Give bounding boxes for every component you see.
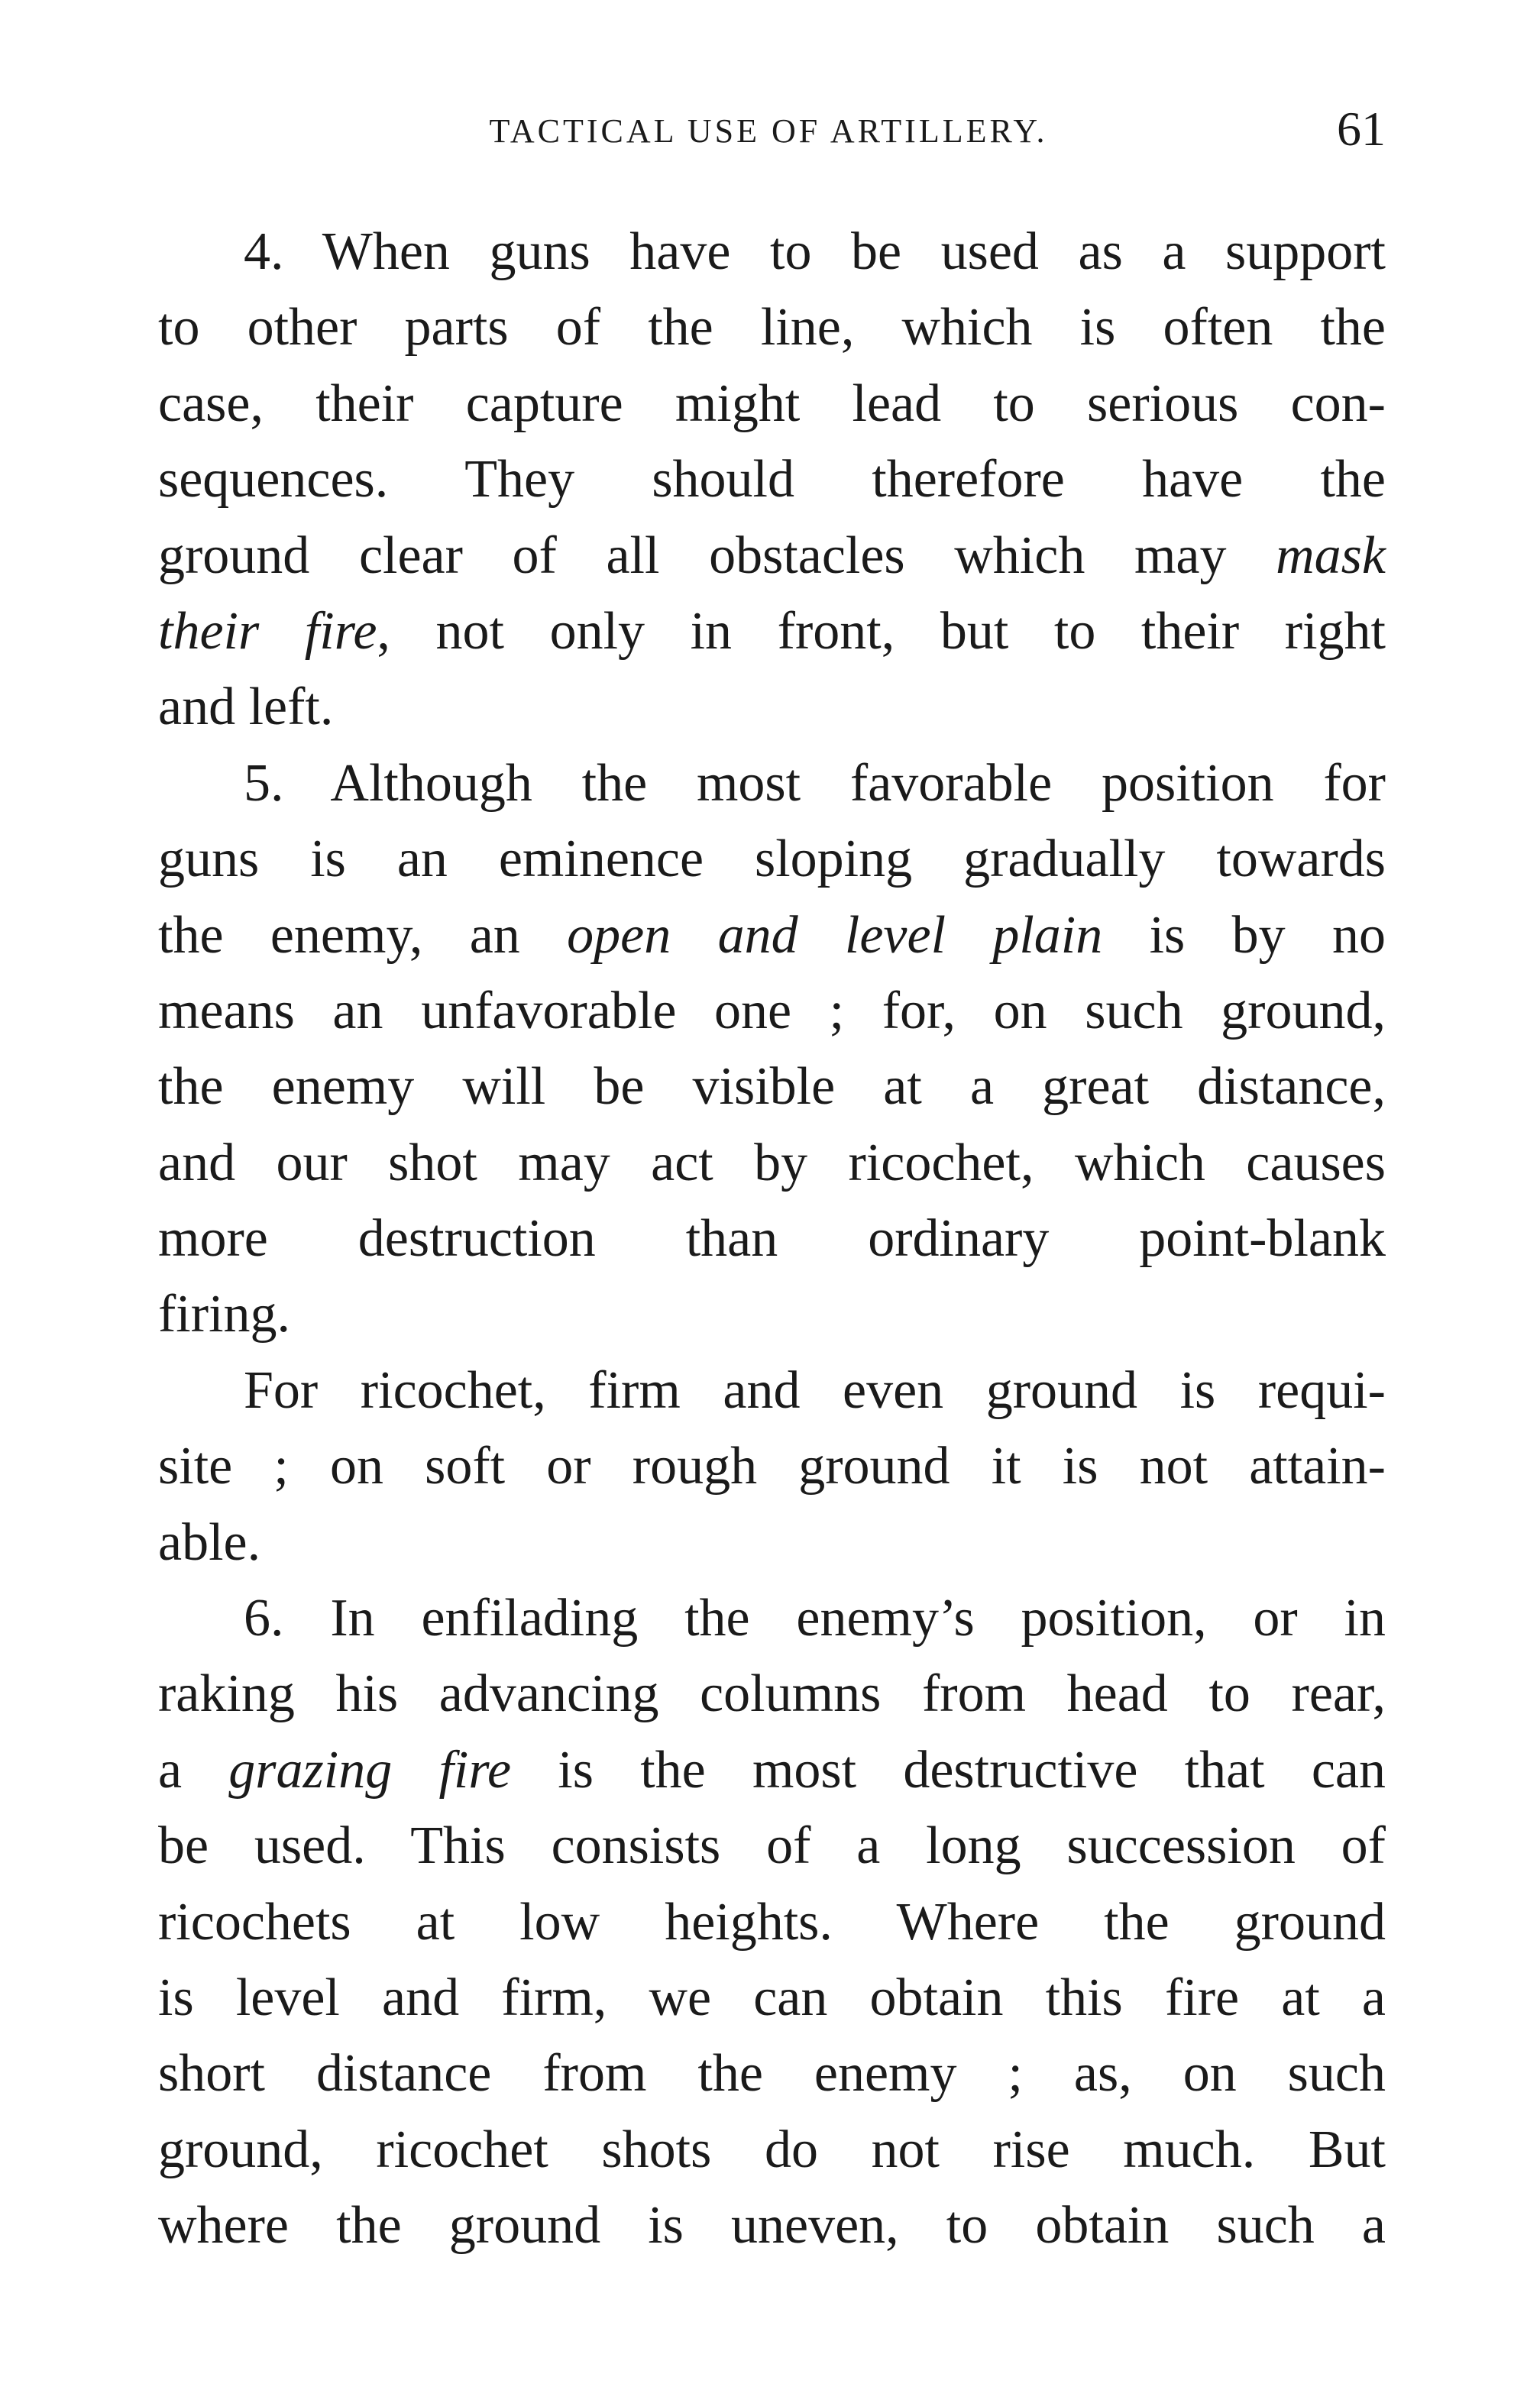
text-line	[158, 2188, 1386, 2263]
text-line	[158, 1808, 1386, 1884]
running-header: TACTICAL USE OF ARTILLERY.	[489, 112, 1048, 150]
text-line	[158, 897, 1386, 973]
text-segment: a	[158, 1740, 229, 1800]
text-segment: the enemy will be visible at a great distance,	[158, 1057, 1386, 1117]
text-segment: firing.	[158, 1285, 291, 1344]
text-segment: site ; on soft or rough ground it is not attain-	[158, 1437, 1386, 1496]
text-segment: ground, ricochet shots do not rise much. But	[158, 2120, 1386, 2179]
text-segment: 6. In enfilading the enemy’s position, or in	[244, 1589, 1386, 1648]
text-segment: is by no	[1102, 905, 1386, 965]
text-segment: more destruction than ordinary point-blank	[158, 1209, 1386, 1269]
text-line	[158, 821, 1386, 897]
text-segment: where the ground is uneven, to obtain such a	[158, 2196, 1386, 2256]
text-line	[158, 1960, 1386, 2036]
text-line	[158, 1201, 1386, 1276]
text-segment: able.	[158, 1512, 261, 1572]
text-line	[158, 289, 1386, 365]
text-line	[158, 2036, 1386, 2111]
text-line	[158, 1656, 1386, 1732]
text-line	[158, 745, 1386, 821]
body-text	[158, 214, 1386, 2264]
text-line	[158, 1049, 1386, 1124]
text-line	[158, 1505, 1386, 1580]
text-segment: is the most destructive that can	[511, 1740, 1386, 1800]
text-segment: ground clear of all obstacles which may	[158, 526, 1276, 585]
text-line	[158, 1428, 1386, 1504]
text-line	[158, 1884, 1386, 1960]
text-segment: the enemy, an	[158, 905, 568, 965]
text-segment: , not only in front, but to their right	[377, 601, 1386, 661]
text-line	[158, 441, 1386, 517]
text-line	[158, 1580, 1386, 1656]
text-segment: short distance from the enemy ; as, on such	[158, 2044, 1386, 2104]
text-segment: case, their capture might lead to serious con-	[158, 374, 1386, 433]
text-segment: For ricochet, firm and even ground is requi-	[244, 1360, 1386, 1420]
text-segment: is level and firm, we can obtain this fire at a	[158, 1968, 1386, 2027]
text-line	[158, 214, 1386, 289]
italic-text: grazing fire	[228, 1740, 512, 1800]
text-line	[158, 2112, 1386, 2188]
text-segment: and our shot may act by ricochet, which causes	[158, 1133, 1386, 1192]
text-segment: 5. Although the most favorable position for	[244, 753, 1386, 813]
text-line	[158, 669, 1386, 745]
italic-text: their fire	[158, 601, 377, 661]
text-segment: raking his advancing columns from head to rear,	[158, 1664, 1386, 1724]
page-number: 61	[1337, 102, 1386, 156]
text-line	[158, 1732, 1386, 1808]
text-segment: be used. This consists of a long succession of	[158, 1816, 1386, 1876]
italic-text: open and level plain	[567, 905, 1103, 965]
text-line	[158, 1125, 1386, 1201]
text-line	[158, 1276, 1386, 1352]
text-segment: means an unfavorable one ; for, on such ground,	[158, 981, 1386, 1040]
text-line	[158, 593, 1386, 669]
text-segment: guns is an eminence sloping gradually towards	[158, 830, 1386, 889]
text-line	[158, 1353, 1386, 1428]
text-line	[158, 973, 1386, 1049]
italic-text: mask	[1276, 526, 1386, 585]
text-segment: 4. When guns have to be used as a support	[244, 222, 1386, 281]
text-line	[158, 518, 1386, 593]
text-segment: sequences. They should therefore have the	[158, 450, 1386, 509]
text-segment: and left.	[158, 678, 334, 737]
text-segment: to other parts of the line, which is often the	[158, 298, 1386, 357]
text-segment: ricochets at low heights. Where the ground	[158, 1892, 1386, 1952]
text-line	[158, 366, 1386, 441]
